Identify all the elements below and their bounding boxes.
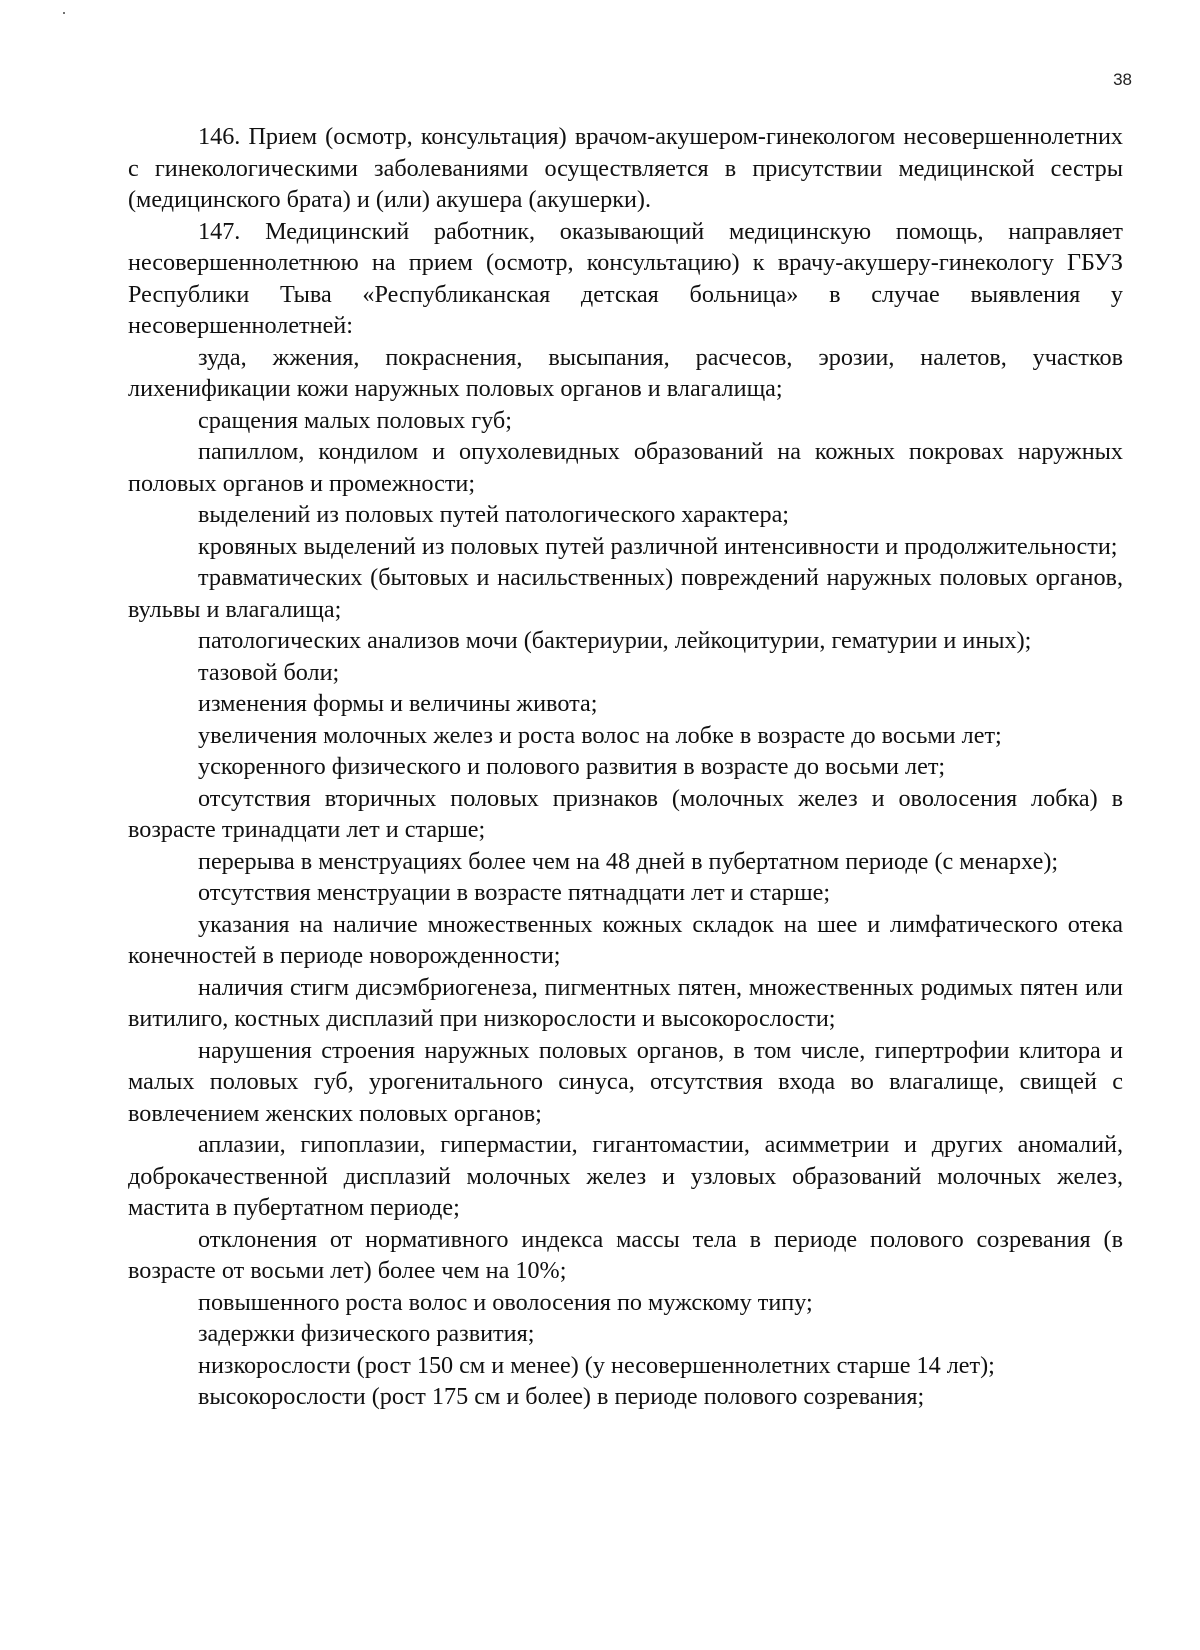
paragraph-147: 147. Медицинский работник, оказывающий медицинскую помощь, направляет несовершеннолетнюю на прием (осмотр, консультацию) к врачу-акушеру-гинекологу ГБУЗ Республики Тыва «Республиканская детская больница» в случае выявления у несовершеннолетней:	[128, 217, 1123, 339]
list-item: указания на наличие множественных кожных складок на шее и лимфатического отека конечностей в периоде новорожденности;	[128, 910, 1123, 969]
list-item: задержки физического развития;	[198, 1320, 535, 1347]
list-item: патологических анализов мочи (бактериурии, лейкоцитурии, гематурии и иных);	[198, 627, 1032, 654]
list-item: тазовой боли;	[198, 658, 340, 686]
list-item: увеличения молочных желез и роста волос на лобке в возрасте до восьми лет;	[198, 721, 1002, 749]
list-item: ускоренного физического и полового развития в возрасте до восьми лет;	[198, 753, 946, 780]
list-item: отклонения от нормативного индекса массы тела в периоде полового созревания (в возрасте от восьми лет) более чем на 10%;	[128, 1225, 1123, 1284]
body-text	[128, 121, 1123, 1413]
list-item: наличия стигм дисэмбриогенеза, пигментных пятен, множественных родимых пятен или витилиго, костных дисплазий при низкорослости и высокорослости;	[128, 973, 1123, 1032]
list-item: отсутствия менструации в возрасте пятнадцати лет и старше;	[198, 879, 831, 906]
list-item: высокорослости (рост 175 см и более) в периоде полового созревания;	[198, 1383, 925, 1410]
paragraph-146: 146. Прием (осмотр, консультация) врачом-акушером-гинекологом несовершеннолетних с гинекологическими заболеваниями осуществляется в присутствии медицинской сестры (медицинского брата) и (или) акушера (акушерки).	[128, 123, 1123, 213]
list-item: аплазии, гипоплазии, гипермастии, гигантомастии, асимметрии и других аномалий, доброкачественной дисплазий молочных желез и узловых образований молочных желез, мастита в пубертатном периоде;	[128, 1131, 1123, 1221]
list-item: папиллом, кондилом и опухолевидных образований на кожных покровах наружных половых органов и промежности;	[128, 438, 1123, 497]
page-number: 38	[1113, 70, 1132, 89]
list-item: выделений из половых путей патологического характера;	[198, 501, 790, 528]
list-item: перерыва в менструациях более чем на 48 дней в пубертатном периоде (с менархе);	[198, 847, 1059, 875]
list-item: повышенного роста волос и оволосения по мужскому типу;	[198, 1288, 813, 1316]
list-item: изменения формы и величины живота;	[198, 690, 598, 717]
list-item: кровяных выделений из половых путей различной интенсивности и продолжительности;	[198, 532, 1118, 560]
list-item: зуда, жжения, покраснения, высыпания, расчесов, эрозии, налетов, участков лихенификации кожи наружных половых органов и влагалища;	[128, 343, 1123, 402]
scan-speck	[63, 12, 65, 14]
list-item: нарушения строения наружных половых органов, в том числе, гипертрофии клитора и малых половых губ, урогенитального синуса, отсутствия входа во влагалище, свищей с вовлечением женских половых органов;	[128, 1036, 1123, 1127]
list-item: сращения малых половых губ;	[198, 406, 512, 434]
list-item: травматических (бытовых и насильственных) повреждений наружных половых органов, вульвы и влагалища;	[128, 564, 1123, 623]
list-item: отсутствия вторичных половых признаков (молочных желез и оволосения лобка) в возрасте тринадцати лет и старше;	[128, 784, 1123, 843]
list-item: низкорослости (рост 150 см и менее) (у несовершеннолетних старше 14 лет);	[198, 1351, 995, 1379]
